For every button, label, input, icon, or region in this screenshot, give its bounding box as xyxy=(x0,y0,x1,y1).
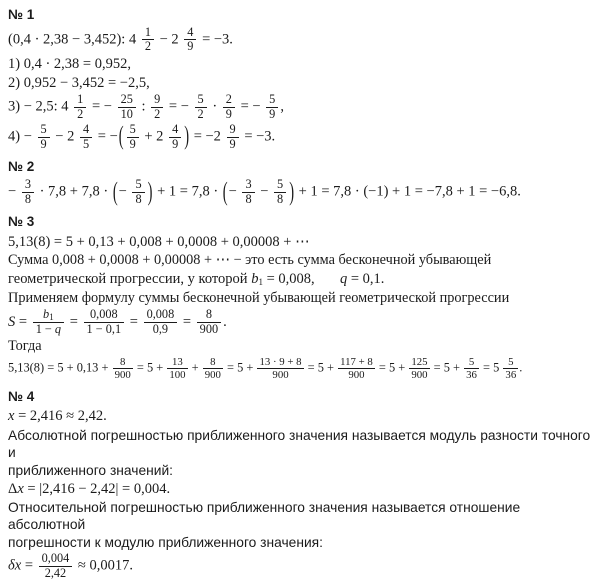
formula-line xyxy=(8,308,592,337)
math-text: = 0,008, xyxy=(262,271,315,288)
subscript: 1 xyxy=(258,277,263,288)
denominator: 900 xyxy=(411,368,428,381)
text-line: Относительной погрешностью приближенного значения называется отношение абсолютной xyxy=(8,499,521,533)
math-text: = xyxy=(15,313,31,330)
fraction xyxy=(257,356,303,381)
math-text: 3) − 2,5: 4 xyxy=(8,98,73,115)
fraction xyxy=(169,123,181,152)
math-text: = − xyxy=(94,128,118,145)
math-text: = −3. xyxy=(240,128,276,145)
fraction xyxy=(113,356,133,381)
math-variable: b xyxy=(251,271,259,288)
formula-line xyxy=(8,123,592,152)
numerator: 5 xyxy=(503,356,518,369)
math-text: 5,13(8) = 5 + 0,13 + xyxy=(8,360,112,375)
numerator: 3 xyxy=(22,178,34,193)
fraction xyxy=(266,93,278,122)
numerator: 9 xyxy=(227,123,239,138)
math-variable: q xyxy=(340,271,348,288)
fraction xyxy=(167,356,187,381)
math-text: . xyxy=(223,313,227,330)
numerator: 117 + 8 xyxy=(340,355,373,368)
numerator: 8 xyxy=(203,356,223,369)
fraction xyxy=(80,123,92,152)
denominator: 9 xyxy=(129,136,136,151)
text-line: Сумма 0,008 + 0,0008 + 0,00008 + ⋯ − это есть сумма бесконечной убывающей xyxy=(8,252,492,269)
numerator: 5 xyxy=(38,123,50,138)
math-text: . xyxy=(519,360,523,375)
denominator: 9 xyxy=(172,136,179,151)
fraction xyxy=(203,356,223,381)
math-text: = xyxy=(66,313,82,330)
math-text: = xyxy=(126,313,142,330)
math-text: − 2 xyxy=(155,31,183,48)
math-text: = 5 + xyxy=(430,360,464,375)
fraction xyxy=(33,308,64,337)
denominator: 8 xyxy=(277,191,284,206)
numerator: 8 xyxy=(113,356,133,369)
text-line: Тогда xyxy=(8,337,42,354)
numerator: 125 xyxy=(411,355,428,368)
numerator: 25 xyxy=(118,93,136,108)
formula-line xyxy=(8,55,592,73)
numerator: 1 xyxy=(142,26,154,41)
text-line: погрешности к модулю приближенного значения: xyxy=(8,535,323,551)
math-text: = xyxy=(179,313,195,330)
formula-line xyxy=(8,356,592,381)
tall-paren: ( xyxy=(222,178,228,207)
math-text: , xyxy=(280,98,284,115)
math-text: = 5 + xyxy=(375,360,409,375)
math-variable: x xyxy=(17,480,24,497)
math-text: + 2 xyxy=(140,128,168,145)
formula-line xyxy=(8,407,592,425)
numerator: 4 xyxy=(169,123,181,138)
denominator: 2,42 xyxy=(44,565,67,580)
denominator: 9 xyxy=(187,39,194,54)
numerator: 5 xyxy=(266,93,278,108)
math-text: − xyxy=(8,183,20,200)
fraction xyxy=(38,123,50,152)
numerator: 1 xyxy=(74,93,86,108)
section-header: № 2 xyxy=(8,159,35,175)
math-text: − xyxy=(118,183,131,200)
denominator: 900 xyxy=(204,368,221,381)
fraction xyxy=(195,93,207,122)
math-text: − xyxy=(256,183,273,200)
math-text: (0,4 · 2,38 − 3,452): 4 xyxy=(8,31,140,48)
math-text: = 0,1. xyxy=(347,271,385,288)
subscript: 1 xyxy=(49,311,54,322)
math-text: · xyxy=(208,98,221,115)
fraction xyxy=(127,123,139,152)
fraction xyxy=(503,356,518,381)
tall-paren: ) xyxy=(147,178,153,207)
math-text: 2) 0,952 − 3,452 = −2,5, xyxy=(8,75,150,92)
denominator: 9 xyxy=(225,107,232,122)
formula-line xyxy=(8,270,592,288)
denominator: 2 xyxy=(144,39,151,54)
formula-line xyxy=(8,178,592,207)
fraction xyxy=(118,93,136,122)
math-text: ≈ 0,0017. xyxy=(74,557,134,574)
numerator: 0,004 xyxy=(39,552,73,567)
denominator xyxy=(33,323,64,337)
text-line: Применяем формулу суммы бесконечной убывающей геометрической прогрессии xyxy=(8,289,510,306)
fraction xyxy=(144,308,178,337)
fraction xyxy=(464,356,479,381)
numerator: 4 xyxy=(80,123,92,138)
math-text: = 5 + xyxy=(133,360,167,375)
tall-paren: ( xyxy=(118,123,124,152)
math-text: = 5 + xyxy=(304,360,338,375)
numerator: 5 xyxy=(464,356,479,369)
math-text: геометрической прогрессии, у которой xyxy=(8,271,252,288)
fraction xyxy=(223,93,235,122)
math-text: + 1 = 7,8 · (−1) + 1 = −7,8 + 1 = −6,8. xyxy=(295,183,521,200)
denominator: 0,9 xyxy=(152,321,169,336)
fraction xyxy=(184,26,196,55)
denominator: 1 − 0,1 xyxy=(86,321,122,336)
tall-paren: ) xyxy=(289,178,295,207)
denominator: 9 xyxy=(269,107,276,122)
math-variable: δx xyxy=(8,557,22,574)
math-text: − 2 xyxy=(51,128,78,145)
fraction xyxy=(197,308,221,337)
math-text xyxy=(315,271,340,287)
denominator: 10 xyxy=(120,107,133,122)
math-text: = xyxy=(21,557,37,574)
math-text: + 1 = 7,8 · xyxy=(153,183,222,200)
section-header: № 4 xyxy=(8,388,35,404)
denominator: 8 xyxy=(24,191,31,206)
tall-paren: ( xyxy=(112,178,118,207)
text-line: приближенного значений: xyxy=(8,462,173,478)
math-text: = 5 xyxy=(479,360,503,375)
math-variable: q xyxy=(54,321,62,336)
math-text: = − xyxy=(165,98,193,115)
math-text: − xyxy=(228,183,241,200)
denominator: 9 xyxy=(229,136,236,151)
math-text: + xyxy=(188,360,202,375)
numerator xyxy=(33,308,64,323)
denominator: 9 xyxy=(40,136,47,151)
formula-line xyxy=(8,74,592,92)
fraction xyxy=(22,178,34,207)
math-variable: S xyxy=(8,313,16,330)
fraction xyxy=(132,178,144,207)
denominator: 2 xyxy=(77,107,84,122)
math-text: 5,13(8) = 5 + 0,13 + 0,008 + 0,0008 + 0,00008 + ⋯ xyxy=(8,234,310,251)
fraction xyxy=(151,93,163,122)
math-variable: b xyxy=(43,306,50,321)
numerator: 3 xyxy=(242,178,254,193)
numerator: 8 xyxy=(197,308,221,323)
math-text: 1) 0,4 · 2,38 = 0,952, xyxy=(8,56,131,73)
math-text: = 2,416 ≈ 2,42. xyxy=(14,408,107,425)
math-text: = −2 xyxy=(190,128,225,145)
numerator: 5 xyxy=(195,93,207,108)
math-variable: x xyxy=(8,408,15,425)
numerator: 5 xyxy=(132,178,144,193)
formula-line xyxy=(8,480,592,498)
math-text: · 7,8 + 7,8 · xyxy=(35,183,112,200)
numerator: 4 xyxy=(184,26,196,41)
math-text: = |2,416 − 2,42| = 0,004. xyxy=(23,480,171,497)
math-text: 1 − xyxy=(35,321,55,336)
math-text: : xyxy=(137,98,150,115)
formula-line xyxy=(8,93,592,122)
denominator: 8 xyxy=(245,191,252,206)
denominator: 900 xyxy=(272,368,289,381)
fraction xyxy=(227,123,239,152)
denominator: 36 xyxy=(466,368,477,381)
denominator: 900 xyxy=(199,321,219,336)
denominator: 900 xyxy=(348,368,365,381)
denominator: 2 xyxy=(154,107,161,122)
numerator: 9 xyxy=(151,93,163,108)
formula-line xyxy=(8,233,592,251)
numerator: 0,008 xyxy=(144,308,178,323)
denominator: 36 xyxy=(505,368,517,381)
numerator: 0,008 xyxy=(84,308,125,323)
fraction xyxy=(84,308,125,337)
math-text: 4) − xyxy=(8,128,36,145)
denominator: 900 xyxy=(114,368,131,381)
formula-line xyxy=(8,26,592,55)
numerator: 13 xyxy=(167,356,187,369)
numerator: 2 xyxy=(223,93,235,108)
section-header: № 3 xyxy=(8,214,35,230)
fraction xyxy=(74,93,86,122)
denominator: 8 xyxy=(135,191,142,206)
fraction xyxy=(409,356,429,381)
math-text: = − xyxy=(236,98,265,115)
fraction xyxy=(242,178,254,207)
denominator: 2 xyxy=(197,107,204,122)
math-text: = −3. xyxy=(198,31,233,48)
formula-line xyxy=(8,552,592,581)
section-header: № 1 xyxy=(8,7,35,22)
numerator: 5 xyxy=(127,123,139,138)
fraction xyxy=(338,356,375,381)
tall-paren: ) xyxy=(184,123,190,152)
numerator: 13 · 9 + 8 xyxy=(259,355,302,368)
text-line: Абсолютной погрешностью приближенного значения называется модуль разности точного и xyxy=(8,427,591,460)
math-text: = 5 + xyxy=(223,360,257,375)
denominator: 100 xyxy=(169,368,186,381)
fraction xyxy=(142,26,154,55)
numerator: 5 xyxy=(274,178,286,193)
math-text: Δ xyxy=(8,480,18,497)
fraction xyxy=(274,178,286,207)
math-text: = − xyxy=(88,98,116,115)
fraction xyxy=(39,552,73,581)
denominator: 5 xyxy=(82,136,90,151)
